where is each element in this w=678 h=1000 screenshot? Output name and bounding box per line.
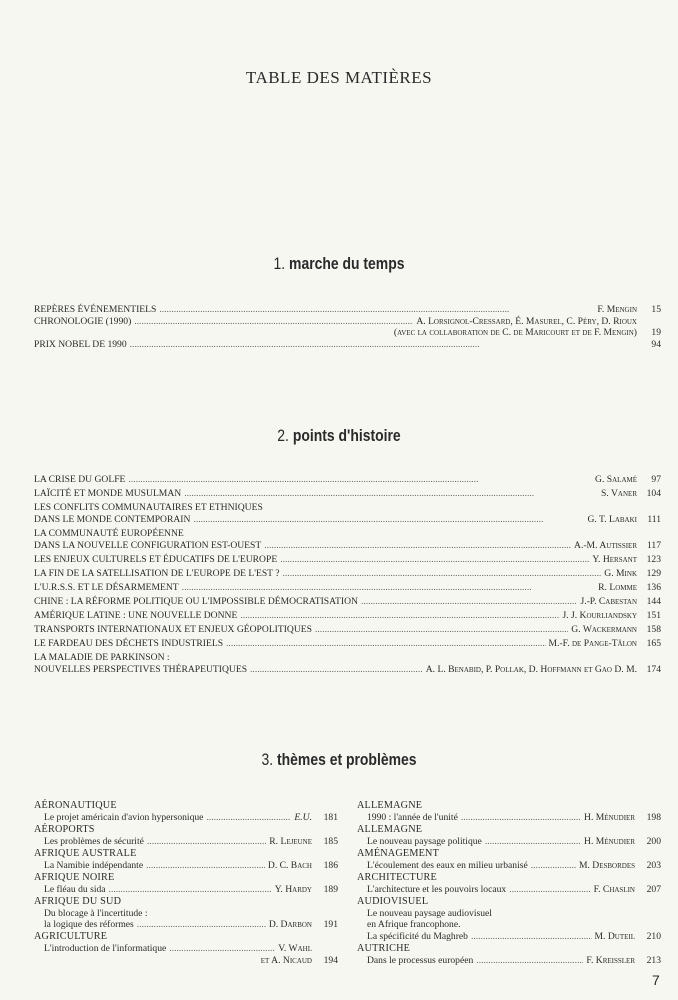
category-heading: AMÉNAGEMENT [357, 847, 439, 859]
category-heading: AUDIOVISUEL [357, 895, 429, 907]
entry-author: Y. Hersant [592, 553, 637, 565]
item-title: L'architecture et les pouvoirs locaux [367, 883, 507, 895]
leader-dots [509, 884, 590, 896]
item-page: 185 [323, 836, 338, 848]
item-page: 186 [323, 860, 338, 872]
item-page: 181 [323, 812, 338, 824]
leader-dots [264, 540, 571, 552]
toc-item [34, 812, 338, 824]
item-title: en Afrique francophone. [367, 919, 461, 931]
item-author: M. Desbordes [578, 860, 635, 872]
leader-dots [476, 955, 583, 967]
section-1-entries [34, 304, 661, 351]
item-author: E.U. [294, 812, 312, 824]
entry-title: NOUVELLES PERSPECTIVES THÉRAPEUTIQUES [34, 663, 248, 675]
category-heading: AÉROPORTS [34, 823, 95, 835]
entry-author: M.-F. de Pange-Tâlon [548, 638, 637, 650]
section-title: points d'histoire [292, 426, 401, 445]
entry-author: A. L. Benabid, P. Pollak, D. Hoffmann et Gao D. M. [425, 663, 637, 675]
item-author: F. Chaslin [593, 883, 635, 895]
entry-title: LAÏCITÉ ET MONDE MUSULMAN [34, 488, 182, 500]
entry-page: 97 [651, 474, 661, 485]
section-heading-1 [61, 254, 617, 274]
item-author: D. Darbon [268, 919, 312, 931]
entry-author: G. Wackermann [571, 624, 637, 636]
entry-title: PRIX NOBEL DE 1990 [34, 339, 127, 351]
entry-title: DANS LE MONDE CONTEMPORAIN [34, 513, 191, 525]
item-title: La spécificité du Maghreb [367, 931, 468, 943]
item-author: D. C. Bach [267, 860, 312, 872]
toc-entry [34, 316, 661, 339]
leader-dots [147, 836, 266, 848]
toc-entry [34, 474, 661, 486]
category-heading: AUTRICHE [357, 942, 411, 954]
item-title: La Namibie indépendante [44, 860, 144, 872]
leader-dots [315, 624, 568, 636]
entry-author: A. Lorsignol-Cressard, É. Masurel, C. Péry, D. Rioux [416, 315, 637, 327]
toc-item [357, 860, 661, 872]
item-author: Y. Hardy [274, 883, 312, 895]
category-heading: ALLEMAGNE [357, 823, 423, 835]
entry-author: F. Mengin [597, 304, 637, 315]
entry-author: G. T. Labaki [587, 513, 637, 525]
leader-dots [461, 812, 581, 824]
leader-dots [169, 943, 275, 955]
leader-dots [146, 860, 265, 872]
item-page: 191 [323, 919, 338, 931]
section-number: 3. [261, 750, 274, 769]
toc-item [357, 836, 661, 848]
toc-entry [34, 502, 661, 525]
section-title: thèmes et problèmes [277, 750, 417, 769]
category-heading: AFRIQUE NOIRE [34, 871, 115, 883]
item-page: 198 [646, 812, 661, 824]
entry-title: LES ENJEUX CULTURELS ET ÉDUCATIFS DE L'EUROPE [34, 553, 278, 565]
toc-item [357, 955, 661, 967]
entry-title: CHINE : LA RÉFORME POLITIQUE OU L'IMPOSSIBLE DÉMOCRATISATION [34, 595, 358, 607]
toc-entry [34, 610, 661, 622]
toc-item [34, 943, 338, 955]
entry-title: REPÈRES ÉVÉNEMENTIELS [34, 304, 157, 315]
toc-item [34, 836, 338, 848]
item-title: L'introduction de l'informatique [44, 943, 167, 955]
entry-title: LA FIN DE LA SATELLISATION DE L'EUROPE DE L'EST ? [34, 567, 280, 579]
right-column [357, 800, 661, 967]
item-title: Le projet américain d'avion hypersonique [44, 812, 204, 824]
item-title: Le fléau du sida [44, 883, 106, 895]
item-author: F. Kreissler [586, 954, 635, 966]
toc-entry [34, 624, 661, 636]
entry-author-note: (avec la collaboration de C. de Maricourt et de F. Mengin) [393, 327, 637, 339]
entry-page: 129 [646, 567, 661, 579]
entry-title: L'U.R.S.S. ET LE DÉSARMEMENT [34, 581, 179, 593]
leader-dots [250, 664, 423, 676]
item-page: 210 [646, 931, 661, 943]
item-page: 200 [646, 836, 661, 848]
leader-dots [109, 884, 272, 896]
entry-page: 123 [646, 553, 661, 565]
entry-title: TRANSPORTS INTERNATIONAUX ET ENJEUX GÉOPOLITIQUES [34, 624, 312, 636]
leader-dots [226, 638, 545, 650]
entry-author: R. Lomme [598, 581, 637, 593]
entry-title: CHRONOLOGIE (1990) [34, 315, 132, 327]
toc-entry [34, 554, 661, 566]
entry-page: 15 [651, 304, 661, 315]
entry-title: LA MALADIE DE PARKINSON : [34, 652, 170, 664]
page-title: TABLE DES MATIÈRES [245, 68, 433, 87]
section-2-entries [34, 474, 661, 678]
entry-page: 174 [646, 663, 661, 675]
leader-dots [471, 931, 592, 943]
leader-dots [134, 316, 413, 328]
section-title: marche du temps [289, 254, 405, 273]
item-author: M. Duteil [594, 931, 635, 943]
leader-dots [485, 836, 581, 848]
toc-entry [34, 304, 661, 316]
entry-author: J. J. Kourliandsky [562, 610, 637, 621]
entry-title: LA COMMUNAUTÉ EUROPÉENNE [34, 527, 184, 539]
leader-dots [130, 339, 634, 351]
entry-title: DANS LA NOUVELLE CONFIGURATION EST-OUEST [34, 539, 262, 551]
item-author: H. Ménudier [584, 812, 635, 824]
entry-page: 144 [646, 595, 661, 607]
toc-entry [34, 568, 661, 580]
item-title: Du blocage à l'incertitude : [44, 907, 148, 919]
leader-dots [280, 554, 589, 566]
item-title: 1990 : l'année de l'unité [367, 812, 458, 824]
leader-dots [193, 514, 584, 526]
item-page: 203 [646, 860, 661, 872]
entry-title: LE FARDEAU DES DÉCHETS INDUSTRIELS [34, 638, 224, 650]
page-number: 7 [652, 972, 660, 988]
section-heading-3 [61, 750, 617, 770]
toc-item [34, 860, 338, 872]
item-author: V. Wahl [278, 943, 312, 955]
category-heading: ARCHITECTURE [357, 871, 437, 883]
toc-item [357, 812, 661, 824]
leader-dots [184, 488, 598, 500]
item-page: 207 [646, 883, 661, 895]
item-title: Dans le processus européen [367, 954, 474, 966]
leader-dots [128, 474, 592, 486]
entry-author: S. Vaner [601, 488, 637, 500]
entry-page: 117 [646, 539, 661, 551]
entry-page: 19 [651, 327, 661, 339]
section-number: 1. [273, 254, 286, 273]
leader-dots [531, 860, 576, 872]
toc-entry [34, 339, 661, 351]
category-heading: AÉRONAUTIQUE [34, 800, 117, 811]
entry-page: 165 [646, 638, 661, 650]
item-page: 213 [646, 954, 661, 966]
item-title: L'écoulement des eaux en milieu urbanisé [367, 860, 528, 872]
entry-author: G. Mink [604, 567, 637, 579]
toc-item [357, 884, 661, 896]
item-author: R. Lejeune [269, 836, 312, 848]
leader-dots [206, 812, 291, 824]
toc-item [34, 884, 338, 896]
toc-entry [34, 652, 661, 675]
left-column [34, 800, 338, 967]
leader-dots [159, 304, 594, 316]
entry-title: LES CONFLITS COMMUNAUTAIRES ET ETHNIQUES [34, 502, 263, 514]
category-heading: AFRIQUE AUSTRALE [34, 847, 137, 859]
item-author: et A. Nicaud [260, 954, 312, 966]
leader-dots [361, 596, 578, 608]
item-page: 194 [323, 954, 338, 966]
item-title: la logique des réformes [44, 919, 134, 931]
entry-author: G. Salamé [595, 474, 637, 485]
entry-page: 104 [646, 488, 661, 500]
toc-item [34, 919, 338, 931]
toc-entry [34, 638, 661, 650]
category-heading: AFRIQUE DU SUD [34, 895, 122, 907]
item-title: Le nouveau paysage politique [367, 836, 482, 848]
leader-dots [137, 919, 266, 931]
toc-entry [34, 596, 661, 608]
leader-dots [283, 568, 602, 580]
entry-page: 136 [646, 581, 661, 593]
toc-entry [34, 528, 661, 551]
entry-page: 94 [651, 339, 661, 351]
leader-dots [182, 582, 595, 594]
section-heading-2 [61, 426, 617, 446]
item-author: H. Ménudier [584, 836, 635, 848]
item-title: Le nouveau paysage audiovisuel [367, 907, 492, 919]
toc-item [357, 931, 661, 943]
leader-dots [240, 610, 559, 622]
category-heading: AGRICULTURE [34, 931, 108, 943]
entry-page: 111 [647, 513, 661, 525]
entry-author: A.-M. Autissier [574, 539, 637, 551]
section-number: 2. [277, 426, 289, 445]
category-heading: ALLEMAGNE [357, 800, 423, 811]
item-title: Les problèmes de sécurité [44, 836, 144, 848]
entry-author: J.-P. Cabestan [580, 595, 637, 607]
entry-page: 158 [646, 624, 661, 636]
entry-title: LA CRISE DU GOLFE [34, 474, 126, 485]
toc-entry [34, 582, 661, 594]
entry-title: AMÉRIQUE LATINE : UNE NOUVELLE DONNE [34, 610, 238, 621]
item-page: 189 [323, 883, 338, 895]
entry-page: 151 [646, 610, 661, 621]
toc-entry [34, 488, 661, 500]
